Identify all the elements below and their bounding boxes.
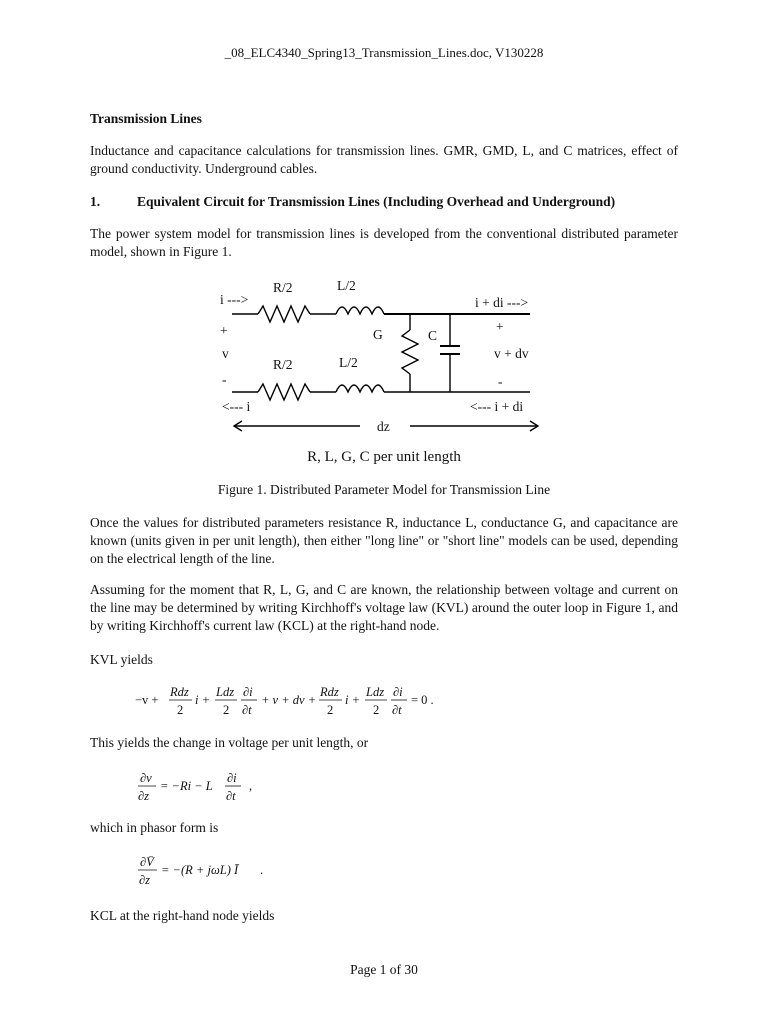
svg-text:2: 2 [373, 703, 380, 717]
page-number: Page 1 of 30 [350, 962, 418, 977]
svg-text:∂i: ∂i [393, 685, 403, 699]
svg-text:∂i: ∂i [243, 685, 253, 699]
resistor-top-label: R/2 [273, 280, 293, 295]
kvl-label: KVL yields [90, 652, 153, 667]
kcl-label: KCL at the right-hand node yields [90, 908, 275, 923]
circuit-diagram [0, 270, 768, 470]
minus-left-label: - [222, 372, 227, 387]
svg-text:2: 2 [327, 703, 334, 717]
capacitance-label: C [428, 328, 438, 343]
inductor-bottom-label: L/2 [339, 355, 358, 370]
section-heading [90, 193, 678, 211]
paragraph-long-short-line: Once the values for distributed parameters resistance R, inductance L, conductance G, and capacitance are known (units given in per unit length), then either "long line" or "short line" models can be used, depending on the electrical length of the line. [90, 515, 678, 566]
inductor-top-label: L/2 [337, 278, 356, 293]
phasor-form-label: which in phasor form is [90, 820, 219, 835]
dz-label: dz [377, 419, 390, 434]
figure-caption: Figure 1. Distributed Parameter Model for Transmission Line [217, 482, 551, 497]
return-current-left-label: <--- i [222, 399, 251, 414]
svg-text:Rdz: Rdz [320, 685, 339, 699]
svg-text:Ldz: Ldz [366, 685, 385, 699]
kvl-equation [130, 680, 450, 720]
svg-text:i +: i + [195, 693, 211, 707]
section-paragraph: The power system model for transmission lines is developed from the conventional distributed parameter model, shown in Figure 1. [90, 226, 678, 259]
svg-text:Rdz: Rdz [170, 685, 189, 699]
voltage-out-label: v + dv [494, 346, 529, 361]
svg-text:+ v + dv +: + v + dv + [261, 693, 317, 707]
voltage-label: v [222, 346, 229, 361]
plus-right-label: + [496, 319, 504, 334]
svg-text:2: 2 [223, 703, 230, 717]
svg-text:,: , [249, 779, 253, 793]
svg-text:∂z: ∂z [139, 873, 151, 887]
intro-paragraph: Inductance and capacitance calculations for transmission lines. GMR, GMD, L, and C matrices, effect of ground conductivity. Underground cables. [90, 143, 678, 176]
svg-text:∂i: ∂i [227, 771, 237, 785]
svg-text:−v +: −v + [135, 693, 159, 707]
document-title: Transmission Lines [90, 111, 202, 126]
svg-text:∂t: ∂t [242, 703, 252, 717]
svg-text:∂v: ∂v [140, 771, 152, 785]
document-header: _08_ELC4340_Spring13_Transmission_Lines.doc, V130228 [224, 45, 544, 60]
current-out-label: i + di ---> [475, 295, 529, 310]
svg-text:.: . [260, 863, 264, 877]
return-current-right-label: <--- i + di [470, 399, 524, 414]
paragraph-kvl-kcl: Assuming for the moment that R, L, G, and C are known, the relationship between voltage and current on the line may be determined by writing Kirchhoff's voltage law (KVL) around the outer loop in Figure 1, and by writing Kirchhoff's current law (KCL) at the right-hand node. [90, 582, 678, 633]
conductance-label: G [373, 327, 383, 342]
svg-text:∂t: ∂t [392, 703, 402, 717]
voltage-change-label: This yields the change in voltage per unit length, or [90, 735, 369, 750]
current-in-label: i ---> [220, 292, 249, 307]
svg-text:= −(R + jωL) Ī: = −(R + jωL) Ī [161, 863, 239, 877]
minus-right-label: - [498, 374, 503, 389]
per-unit-label: R, L, G, C per unit length [307, 449, 461, 465]
svg-text:Ldz: Ldz [216, 685, 235, 699]
plus-left-label: + [220, 323, 228, 338]
svg-text:2: 2 [177, 703, 184, 717]
phasor-equation [135, 850, 295, 892]
svg-text:∂t: ∂t [226, 789, 236, 803]
svg-text:i +: i + [345, 693, 361, 707]
svg-text:= 0 .: = 0 . [411, 693, 434, 707]
section-title: Equivalent Circuit for Transmission Lines (Including Overhead and Underground) [137, 194, 616, 209]
svg-text:= −Ri − L: = −Ri − L [160, 779, 213, 793]
voltage-gradient-equation [135, 766, 295, 806]
svg-text:∂z: ∂z [138, 789, 150, 803]
svg-text:∂V̄: ∂V̄ [140, 855, 154, 869]
section-number: 1. [90, 194, 101, 209]
resistor-bottom-label: R/2 [273, 357, 293, 372]
